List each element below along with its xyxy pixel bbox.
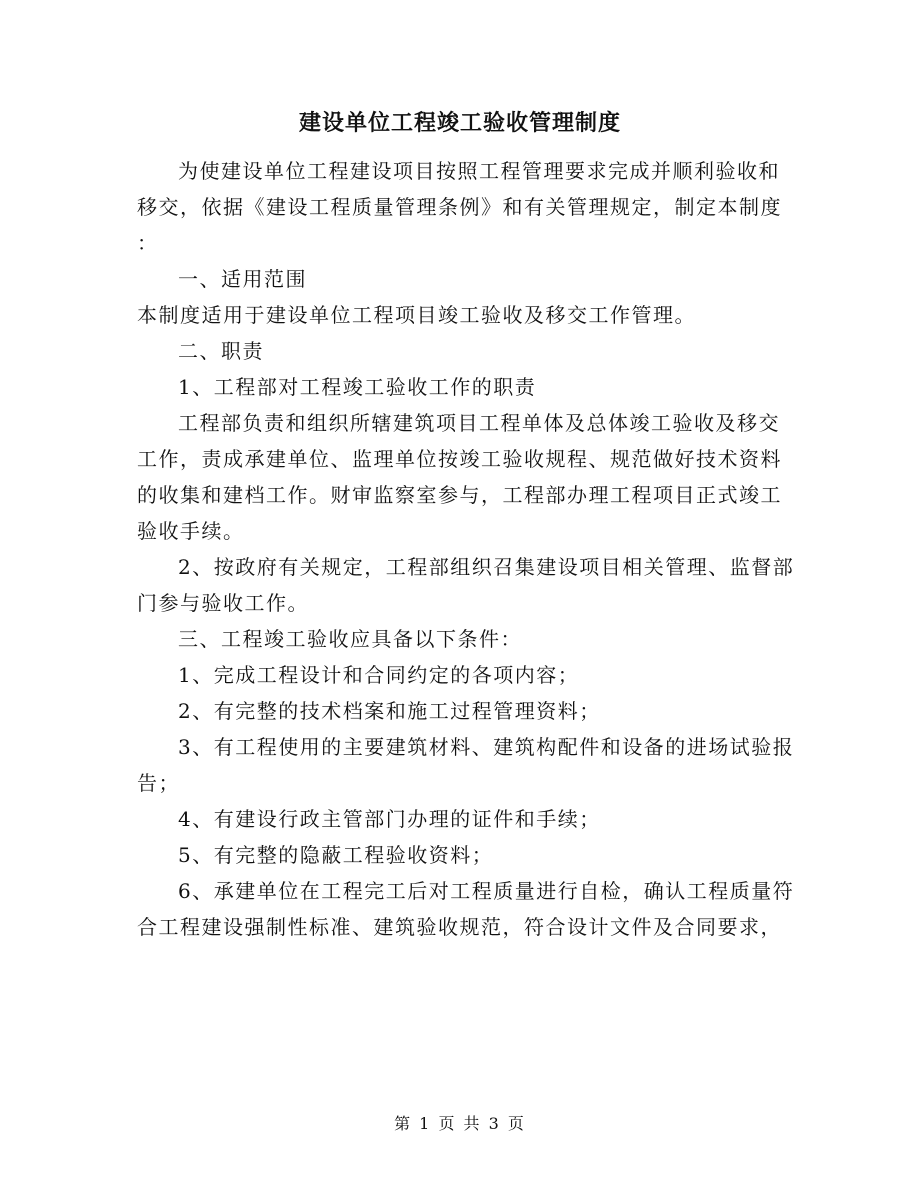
text-line: 二、职责 bbox=[178, 339, 264, 363]
text-line: 合工程建设强制性标准、建筑验收规范，符合设计文件及合同要求， bbox=[137, 915, 782, 939]
text-line: 工程部负责和组织所辖建筑项目工程单体及总体竣工验收及移交 bbox=[178, 411, 780, 435]
text-line: 1、完成工程设计和合同约定的各项内容； bbox=[178, 663, 580, 687]
document-title: 建设单位工程竣工验收管理制度 bbox=[298, 110, 621, 136]
text-line: ： bbox=[137, 231, 159, 255]
page-footer: 第 1 页 共 3 页 bbox=[394, 1114, 526, 1133]
text-line: 3、有工程使用的主要建筑材料、建筑构配件和设备的进场试验报 bbox=[178, 735, 795, 759]
text-line: 6、承建单位在工程完工后对工程质量进行自检，确认工程质量符 bbox=[178, 879, 795, 903]
text-line: 5、有完整的隐蔽工程验收资料； bbox=[178, 843, 494, 867]
text-line: 1、工程部对工程竣工验收工作的职责 bbox=[178, 375, 537, 399]
text-line: 告； bbox=[137, 771, 180, 795]
text-line: 2、按政府有关规定，工程部组织召集建设项目相关管理、监督部 bbox=[178, 555, 795, 579]
text-line: 验收手续。 bbox=[137, 519, 245, 543]
text-line: 2、有完整的技术档案和施工过程管理资料； bbox=[178, 699, 601, 723]
text-line: 的收集和建档工作。财审监察室参与，工程部办理工程项目正式竣工 bbox=[137, 483, 782, 507]
text-line: 为使建设单位工程建设项目按照工程管理要求完成并顺利验收和 bbox=[178, 159, 780, 183]
text-line: 三、工程竣工验收应具备以下条件： bbox=[178, 627, 522, 651]
text-line: 门参与验收工作。 bbox=[137, 591, 309, 615]
text-line: 工作，责成承建单位、监理单位按竣工验收规程、规范做好技术资料 bbox=[137, 447, 782, 471]
document-body bbox=[137, 153, 795, 945]
text-line: 本制度适用于建设单位工程项目竣工验收及移交工作管理。 bbox=[137, 303, 696, 327]
text-line: 移交，依据《建设工程质量管理条例》和有关管理规定，制定本制度 bbox=[137, 195, 782, 219]
text-line: 4、有建设行政主管部门办理的证件和手续； bbox=[178, 807, 601, 831]
text-line: 一、适用范围 bbox=[178, 267, 307, 291]
